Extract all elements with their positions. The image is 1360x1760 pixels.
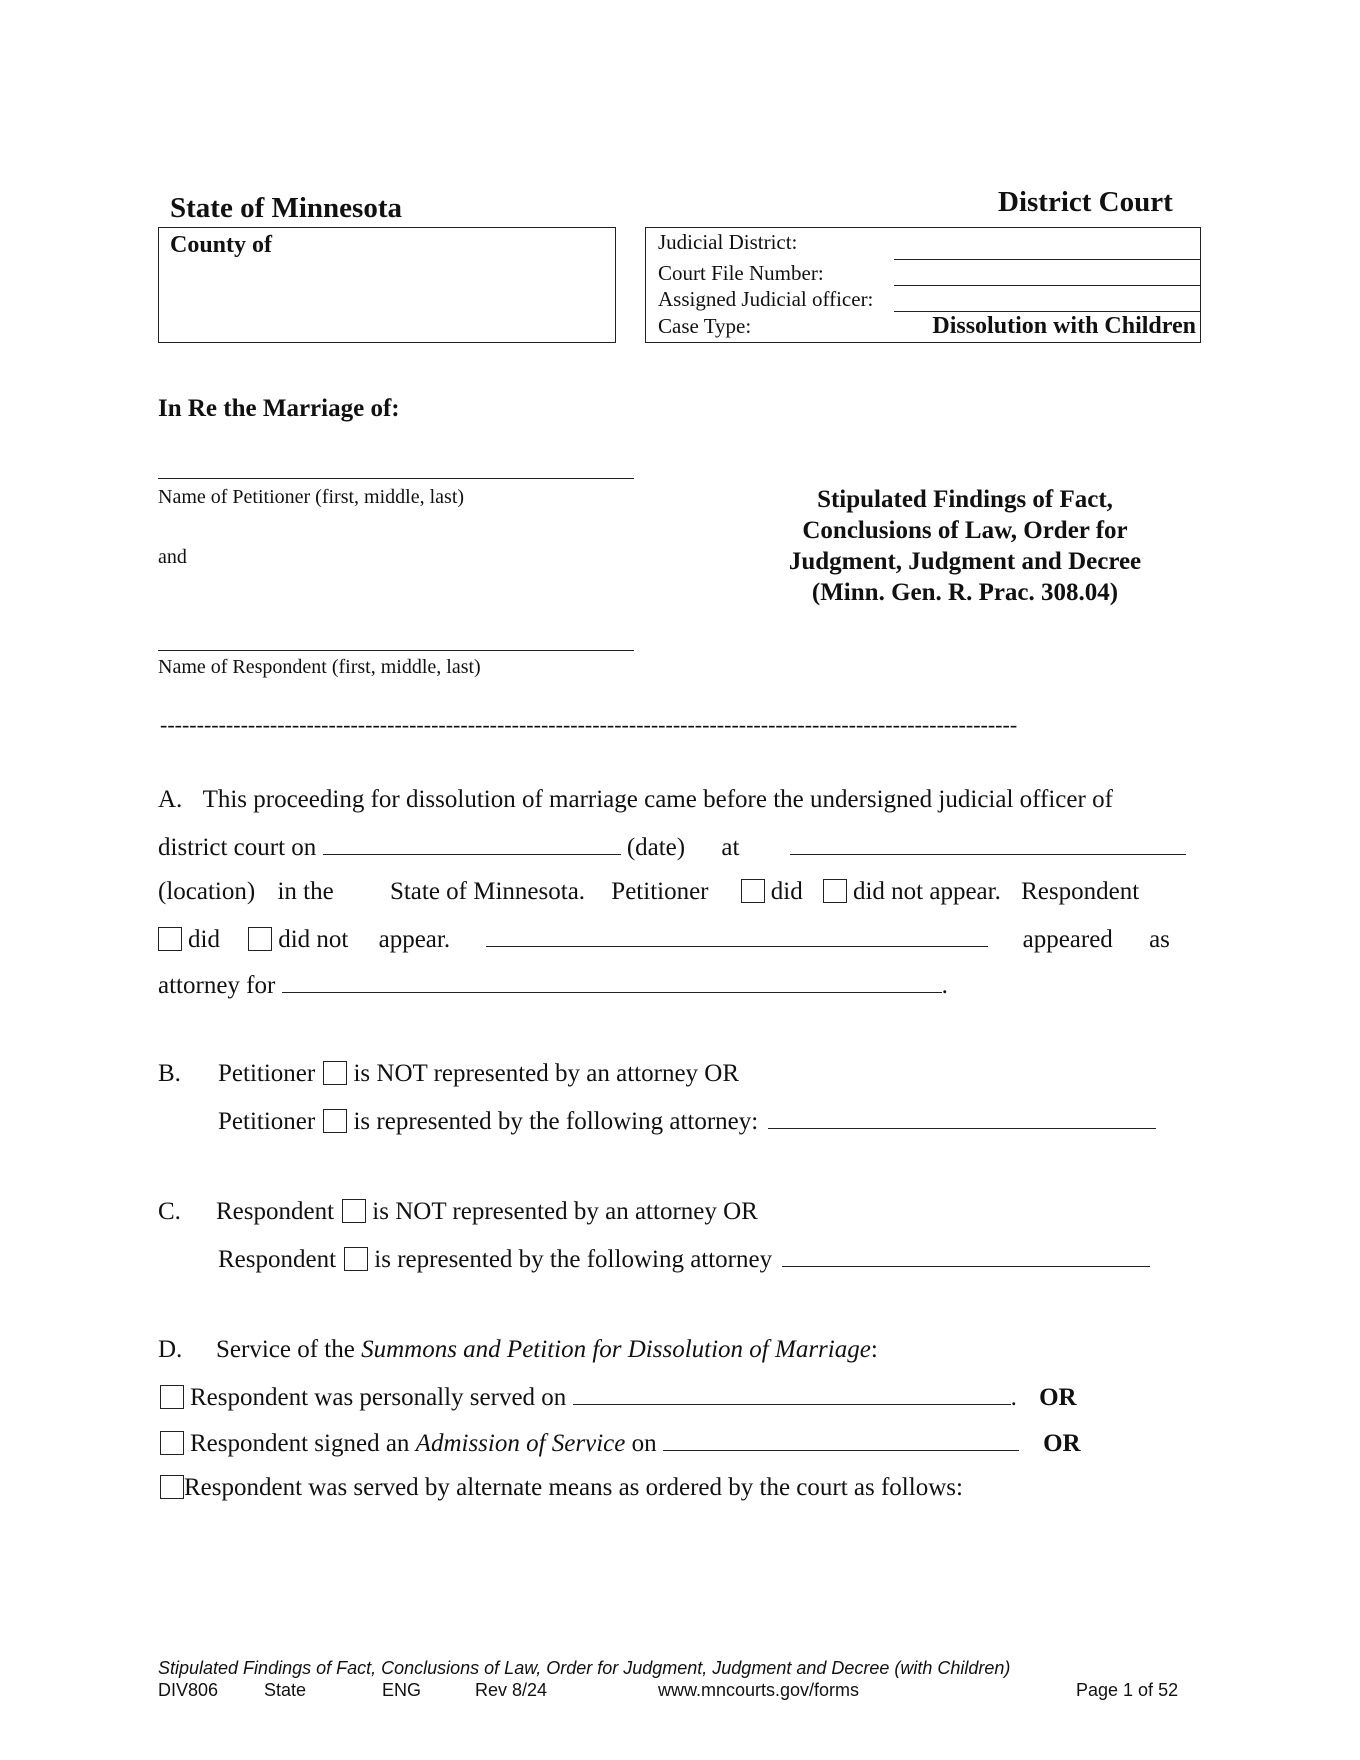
court-file-field[interactable] xyxy=(894,285,1200,286)
petitioner-text: Petitioner xyxy=(218,1108,316,1135)
not-represented-text: is NOT represented by an attorney OR xyxy=(372,1198,758,1225)
hearing-date-field[interactable] xyxy=(323,832,621,855)
alternate-service-text: Respondent was served by alternate means as ordered by the court as follows: xyxy=(184,1474,963,1501)
admission-service-line xyxy=(158,1428,1081,1458)
judicial-officer-field[interactable] xyxy=(894,311,1200,312)
and-text: and xyxy=(158,546,187,568)
section-divider: --------------------------------------------------------------------------------------------------------------------- xyxy=(160,712,1018,737)
state-heading: State of Minnesota xyxy=(170,192,402,224)
as-text: as xyxy=(1149,926,1170,953)
appeared-text: appeared xyxy=(1022,926,1113,953)
footer-language: ENG xyxy=(382,1680,422,1700)
did-text: did xyxy=(188,926,220,953)
title-line: (Minn. Gen. R. Prac. 308.04) xyxy=(811,579,1119,606)
judicial-district-field[interactable] xyxy=(894,259,1200,260)
on-text: on xyxy=(631,1430,657,1457)
court-heading: District Court xyxy=(998,186,1173,218)
period-text: . xyxy=(941,972,948,999)
respondent-attorney-field[interactable] xyxy=(782,1244,1150,1267)
admission-title: Admission of Service xyxy=(415,1430,626,1457)
respondent-did-appear-checkbox[interactable] xyxy=(158,927,182,951)
not-represented-text: is NOT represented by an attorney OR xyxy=(353,1060,740,1087)
title-line: Stipulated Findings of Fact, xyxy=(817,486,1113,513)
in-re-heading: In Re the Marriage of: xyxy=(158,395,400,422)
petitioner-attorney-field[interactable] xyxy=(768,1106,1156,1129)
section-a-text: This proceeding for dissolution of marriage came before the undersigned judicial officer of xyxy=(202,786,1113,813)
judicial-officer-label: Assigned Judicial officer: xyxy=(658,287,874,311)
petitioner-did-not-appear-checkbox[interactable] xyxy=(823,879,847,903)
petitioner-not-represented-checkbox[interactable] xyxy=(323,1061,347,1085)
respondent-text: Respondent xyxy=(1021,878,1140,905)
section-b-line1 xyxy=(218,1060,739,1088)
petitioner-name-label: Name of Petitioner (first, middle, last) xyxy=(158,486,465,508)
respondent-name-label: Name of Respondent (first, middle, last) xyxy=(158,656,481,678)
summons-title: Summons and Petition for Dissolution of Marriage xyxy=(361,1336,871,1363)
section-c-line2 xyxy=(218,1244,1150,1274)
footer-url[interactable]: www.mncourts.gov/forms xyxy=(658,1680,860,1700)
appear-text: appear. xyxy=(378,926,451,953)
section-a-line2 xyxy=(158,832,1190,862)
attorney-for-field[interactable] xyxy=(282,970,942,993)
signed-an-text: Respondent signed an xyxy=(190,1430,410,1457)
case-info-box xyxy=(645,227,1201,343)
state-mn-text: State of Minnesota. xyxy=(389,878,586,905)
petitioner-represented-checkbox[interactable] xyxy=(323,1109,347,1133)
respondent-text: Respondent xyxy=(216,1198,335,1225)
in-the-text: in the xyxy=(277,878,334,905)
personal-service-line: Respondent was personally served on . OR xyxy=(158,1382,1077,1412)
footer-revision: Rev 8/24 xyxy=(475,1680,548,1700)
respondent-text: Respondent xyxy=(218,1246,337,1273)
county-box[interactable] xyxy=(158,227,616,343)
footer-form-id: DIV806 xyxy=(158,1680,219,1700)
alternate-service-line xyxy=(158,1474,963,1502)
section-a-line4 xyxy=(158,924,1190,954)
petitioner-text: Petitioner xyxy=(218,1060,316,1087)
section-a-line1 xyxy=(158,786,1190,814)
section-c-letter: C. xyxy=(158,1198,181,1225)
did-not-appear-text: did not appear. xyxy=(852,878,1001,905)
or-text: OR xyxy=(1043,1430,1081,1457)
personally-served-text: Respondent was personally served on xyxy=(190,1384,567,1411)
or-text: OR xyxy=(1039,1384,1077,1411)
at-text: at xyxy=(721,834,740,861)
county-label: County of xyxy=(170,232,273,258)
footer-title: Stipulated Findings of Fact, Conclusions of Law, Order for Judgment, Judgment and Decree (with Children) xyxy=(158,1658,1011,1678)
section-d-heading xyxy=(216,1336,878,1364)
judicial-district-label: Judicial District: xyxy=(658,230,798,254)
personally-served-checkbox[interactable] xyxy=(160,1385,184,1409)
section-c-line1 xyxy=(216,1198,758,1226)
case-type-value: Dissolution with Children xyxy=(932,313,1196,339)
petitioner-did-appear-checkbox[interactable] xyxy=(741,879,765,903)
respondent-represented-checkbox[interactable] xyxy=(344,1247,368,1271)
appearing-attorney-field[interactable] xyxy=(486,924,988,947)
service-of-text: Service of the xyxy=(216,1336,355,1363)
title-line: Conclusions of Law, Order for xyxy=(802,517,1128,544)
personal-service-date-field[interactable] xyxy=(573,1382,1011,1405)
respondent-name-field[interactable] xyxy=(158,650,634,651)
admission-date-field[interactable] xyxy=(663,1428,1019,1451)
did-not-text: did not xyxy=(278,926,349,953)
district-court-on-text: district court on xyxy=(158,834,317,861)
colon-text: : xyxy=(870,1336,878,1363)
admission-of-service-checkbox[interactable] xyxy=(160,1431,184,1455)
did-text: did xyxy=(770,878,803,905)
title-line: Judgment, Judgment and Decree xyxy=(788,548,1142,575)
section-a-line5 xyxy=(158,970,1190,1000)
hearing-location-field[interactable] xyxy=(790,832,1186,855)
petitioner-name-field[interactable] xyxy=(158,478,634,479)
represented-text: is represented by the following attorney: xyxy=(353,1108,759,1135)
respondent-not-represented-checkbox[interactable] xyxy=(342,1199,366,1223)
section-b-line2 xyxy=(218,1106,1156,1136)
court-file-label: Court File Number: xyxy=(658,261,824,285)
footer-page-number: Page 1 of 52 xyxy=(1076,1680,1179,1700)
petitioner-text: Petitioner xyxy=(611,878,709,905)
represented-text: is represented by the following attorney xyxy=(374,1246,773,1273)
section-a-line3 xyxy=(158,878,1190,906)
date-hint: (date) xyxy=(626,834,686,861)
location-hint: (location) xyxy=(158,878,256,905)
respondent-did-not-appear-checkbox[interactable] xyxy=(248,927,272,951)
case-type-label: Case Type: xyxy=(658,314,752,338)
footer-jurisdiction: State xyxy=(264,1680,307,1700)
attorney-for-text: attorney for xyxy=(158,972,276,999)
alternate-service-checkbox[interactable] xyxy=(160,1475,184,1499)
document-title xyxy=(755,484,1175,608)
section-d-letter: D. xyxy=(158,1336,183,1363)
section-a-letter: A. xyxy=(158,786,183,813)
section-b-letter: B. xyxy=(158,1060,181,1087)
